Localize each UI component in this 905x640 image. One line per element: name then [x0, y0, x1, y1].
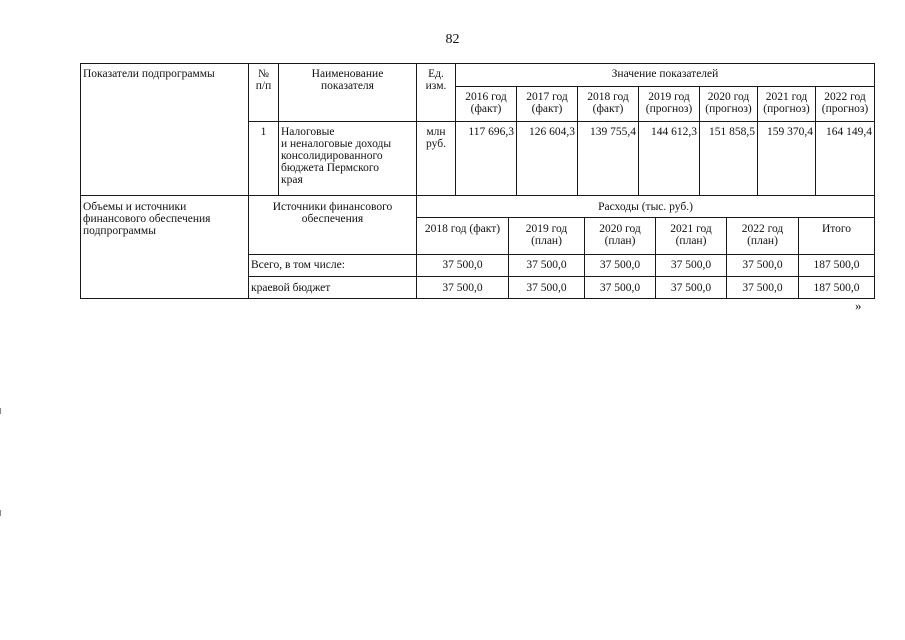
row-num: 1 — [260, 126, 267, 138]
year-header: (прогноз) — [645, 103, 693, 115]
row-unit: млн — [426, 126, 446, 138]
row-name: и неналоговые доходы — [281, 138, 392, 150]
header-name: Наименование — [311, 68, 384, 80]
year-header: 2018 год — [587, 91, 629, 103]
year-header: 2019 год — [648, 91, 690, 103]
financing-label: подпрограммы — [83, 225, 156, 237]
source-row-value: 37 500,0 — [526, 282, 567, 294]
row-unit: руб. — [426, 138, 446, 150]
plan-year-header: (план) — [747, 235, 778, 247]
source-row-value: 37 500,0 — [670, 282, 712, 294]
source-row-label: краевой бюджет — [251, 282, 331, 294]
financing-label: финансового обеспечения — [83, 213, 211, 225]
source-row-value: 37 500,0 — [599, 259, 641, 271]
plan-total-header: Итого — [821, 223, 852, 235]
table-border — [248, 121, 874, 122]
page-number: 82 — [445, 32, 460, 47]
table-border — [80, 195, 874, 196]
year-header: (факт) — [470, 103, 502, 115]
header-unit: изм. — [425, 80, 447, 92]
source-row-value: 37 500,0 — [742, 259, 783, 271]
sources-header: обеспечения — [301, 213, 364, 225]
table-border — [80, 298, 874, 299]
table-border — [80, 63, 81, 299]
row-value: 144 612,3 — [651, 126, 697, 138]
header-name: показателя — [321, 80, 374, 92]
year-header: (прогноз) — [821, 103, 869, 115]
source-row-value: 37 500,0 — [742, 282, 783, 294]
expenses-header: Расходы (тыс. руб.) — [598, 201, 693, 213]
plan-year-header: (план) — [675, 235, 707, 247]
table-border — [874, 63, 875, 299]
row-name: края — [281, 174, 303, 186]
source-row-value: 37 500,0 — [526, 259, 567, 271]
table-border — [248, 254, 874, 255]
source-row-value: 37 500,0 — [670, 259, 712, 271]
financing-label: Объемы и источники — [83, 201, 187, 213]
row-value: 139 755,4 — [590, 126, 636, 138]
source-row-total: 187 500,0 — [813, 282, 860, 294]
source-row-value: 37 500,0 — [442, 259, 483, 271]
plan-year-header: 2019 год — [525, 223, 568, 235]
header-num: п/п — [255, 80, 272, 92]
source-row-total: 187 500,0 — [813, 259, 860, 271]
plan-year-header: 2021 год — [670, 223, 712, 235]
row-value: 164 149,4 — [826, 126, 872, 138]
header-unit: Ед. — [428, 68, 444, 80]
table-border — [80, 63, 874, 64]
plan-year-header: (план) — [531, 235, 562, 247]
row-value: 117 696,3 — [468, 126, 514, 138]
row-value: 159 370,4 — [767, 126, 813, 138]
year-header: 2017 год — [526, 91, 568, 103]
row-name: бюджета Пермского — [281, 162, 380, 174]
year-header: 2021 год — [765, 91, 808, 103]
sources-header: Источники финансового — [272, 201, 393, 213]
plan-year-header: 2018 год (факт) — [424, 223, 501, 235]
row-value: 151 858,5 — [709, 126, 755, 138]
closing-quote: » — [855, 298, 862, 313]
year-header: 2016 год — [465, 91, 507, 103]
row-name: Налоговые — [281, 126, 335, 138]
year-header: (факт) — [592, 103, 624, 115]
plan-year-header: 2022 год — [741, 223, 784, 235]
year-header: (факт) — [531, 103, 563, 115]
scan-mark — [0, 408, 1, 414]
plan-year-header: 2020 год — [599, 223, 641, 235]
header-values: Значение показателей — [611, 68, 719, 80]
table-border — [416, 217, 874, 218]
year-header: 2022 год — [824, 91, 866, 103]
plan-year-header: (план) — [604, 235, 636, 247]
header-indicators: Показатели подпрограммы — [83, 68, 215, 80]
table-border — [455, 86, 874, 87]
year-header: 2020 год — [707, 91, 750, 103]
source-row-value: 37 500,0 — [599, 282, 641, 294]
year-header: (прогноз) — [705, 103, 752, 115]
year-header: (прогноз) — [763, 103, 810, 115]
table-border — [248, 276, 874, 277]
header-num: № — [258, 68, 269, 80]
scan-mark — [0, 510, 1, 516]
row-name: консолидированного — [281, 150, 383, 162]
row-value: 126 604,3 — [529, 126, 575, 138]
source-row-label: Всего, в том числе: — [251, 259, 345, 271]
source-row-value: 37 500,0 — [442, 282, 483, 294]
